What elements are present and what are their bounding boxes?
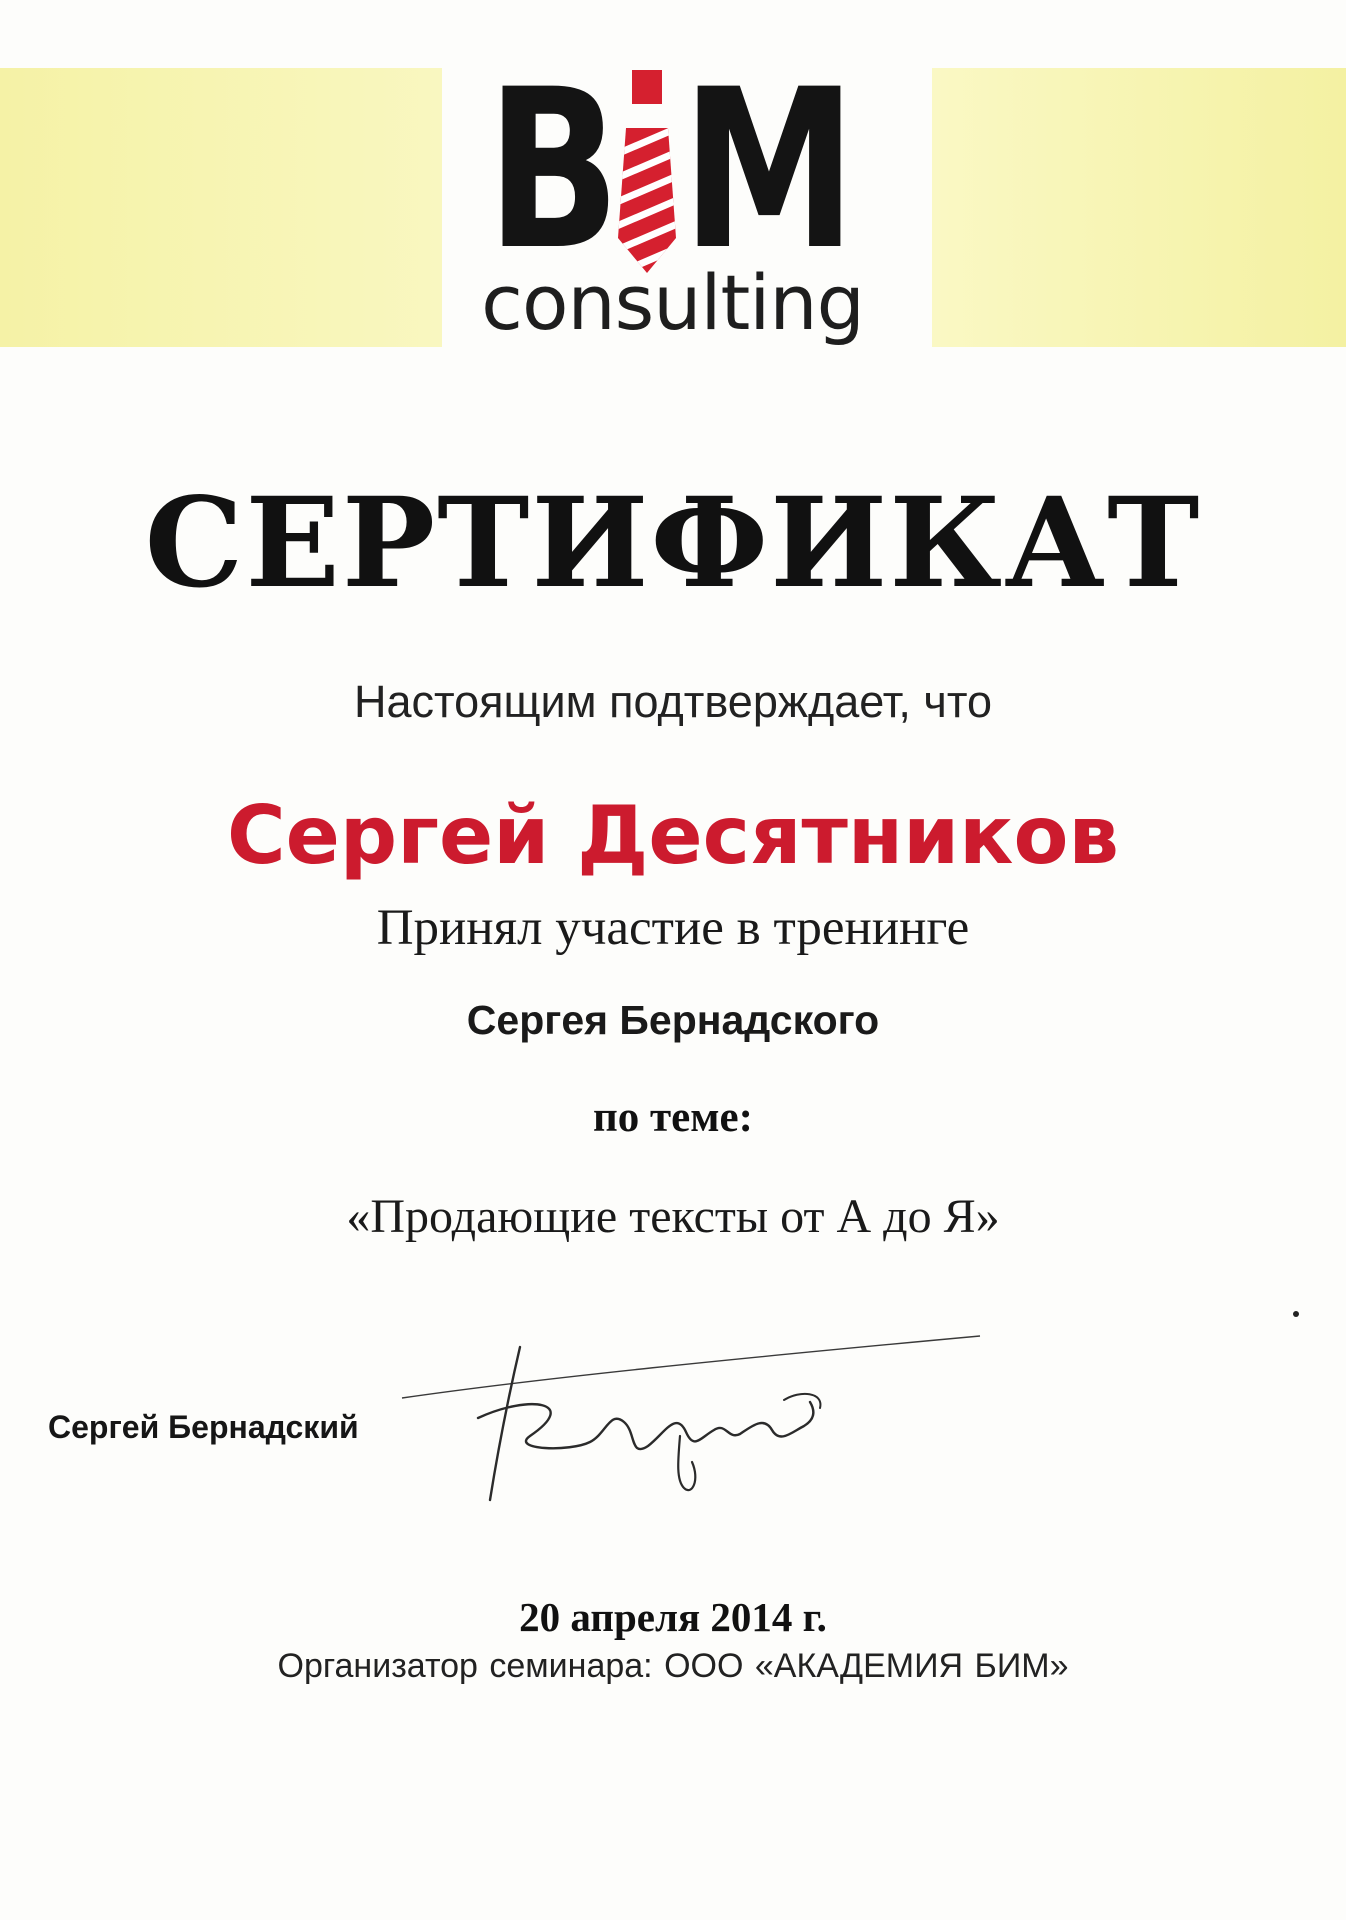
certificate-date: 20 апреля 2014 г. <box>519 1594 827 1640</box>
header-band-right <box>932 68 1346 347</box>
signature-scrawl <box>478 1347 813 1500</box>
tie-body <box>612 123 682 273</box>
necktie-icon <box>612 68 682 273</box>
logo-mark <box>455 42 890 298</box>
handwritten-signature <box>380 1330 1000 1505</box>
trainer-name: Сергея Бернадского <box>466 997 880 1043</box>
participation-line: Принял участие в тренинге <box>376 900 970 956</box>
recipient-name: Сергей Десятников <box>226 789 1120 882</box>
logo-letter-b: B <box>486 42 618 298</box>
certificate-intro: Настоящим подтверждает, что <box>354 676 992 727</box>
signature-line <box>402 1336 980 1398</box>
tie-dot <box>632 70 662 104</box>
topic-label: по теме: <box>593 1094 753 1141</box>
header-band-left <box>0 68 442 347</box>
training-topic: «Продающие тексты от А до Я» <box>346 1190 1000 1243</box>
scan-speck <box>1293 1311 1299 1317</box>
logo-letter-m: M <box>681 42 854 298</box>
signer-name: Сергей Бернадский <box>48 1409 359 1445</box>
certificate-headline: СЕРТИФИКАТ <box>144 471 1202 616</box>
seminar-organizer: Организатор семинара: ООО «АКАДЕМИЯ БИМ» <box>277 1647 1069 1685</box>
logo-wordmark: consulting <box>481 258 864 347</box>
company-logo <box>455 42 890 358</box>
